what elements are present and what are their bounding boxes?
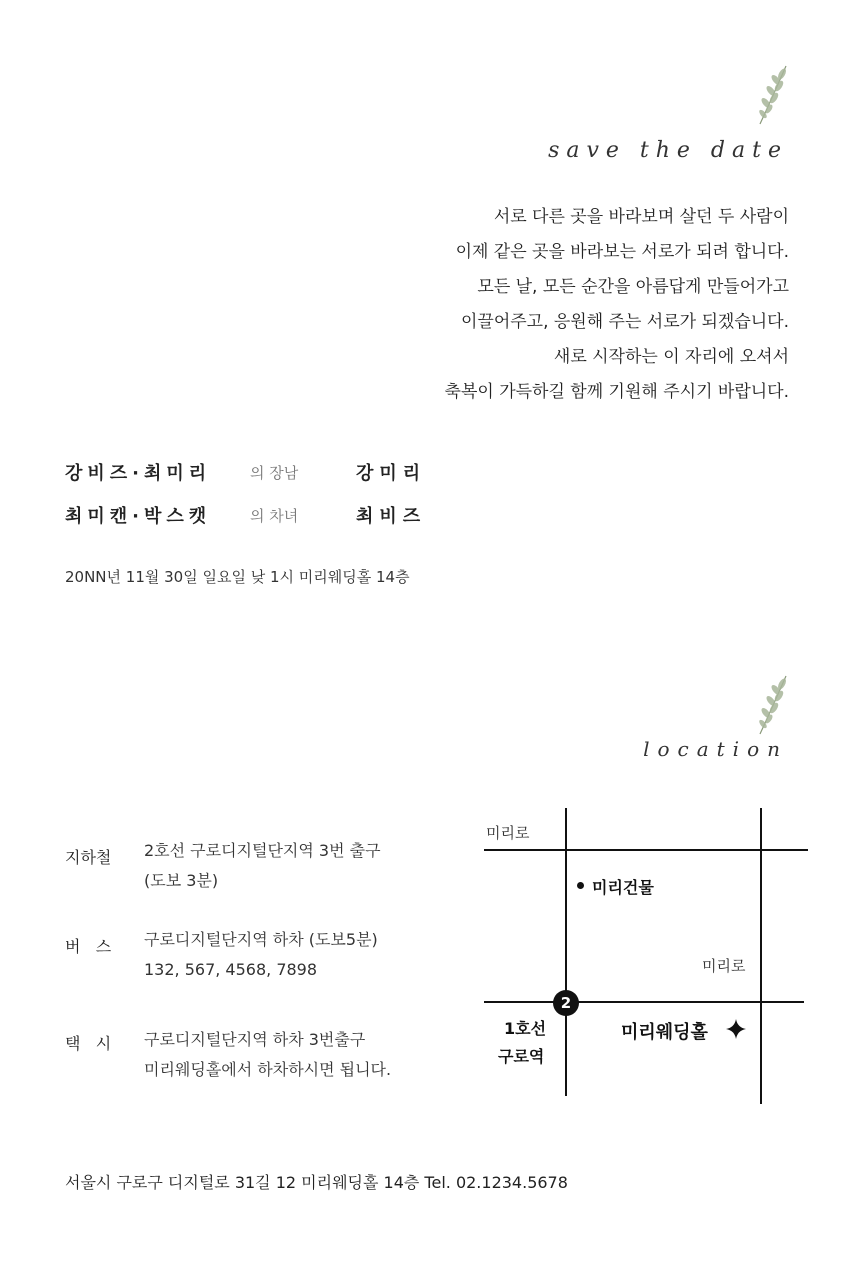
station-line-label: 1호선 [504,1019,547,1038]
groom-name: 강미리 [356,463,427,484]
subway-line-number: 2 [560,994,572,1012]
bride-family-row [65,500,426,530]
taxi-line-2: 미리웨딩홀에서 하차하시면 됩니다. [144,1060,392,1079]
groom-relation: 의 장남 [250,463,299,482]
invitation-message [445,200,789,410]
bus-label: 버 스 [65,937,112,956]
location-title: location [643,737,788,761]
message-line: 서로 다른 곳을 바라보며 살던 두 사람이 [493,207,789,227]
subway-line-1: 2호선 구로디지털단지역 3번 출구 [144,841,381,860]
map-road-label-top: 미리로 [486,824,530,842]
taxi-line-1: 구로디지털단지역 하차 3번출구 [144,1030,366,1049]
map-road-label-right: 미리로 [702,957,746,975]
sparkle-star-icon [725,1018,747,1040]
bride-relation: 의 차녀 [250,506,299,525]
message-line: 이제 같은 곳을 바라보는 서로가 되려 합니다. [455,242,789,262]
message-line: 모든 날, 모든 순간을 아름답게 만들어가고 [477,277,789,297]
leaf-sprig-icon [752,62,792,128]
taxi-label: 택 시 [65,1034,112,1053]
bus-detail [144,925,378,985]
message-line: 새로 시작하는 이 자리에 오셔서 [553,347,789,367]
save-the-date-title: save the date [548,138,788,163]
groom-parents: 강비즈·최미리 [65,463,212,484]
map-building-label: 미리건물 [592,878,654,897]
map-road-vertical-left [565,808,567,1096]
venue-label: 미리웨딩홀 [621,1022,708,1043]
building-marker-icon [577,882,584,889]
subway-label: 지하철 [65,848,112,867]
bride-name: 최비즈 [356,506,427,527]
message-line: 이끌어주고, 응원해 주는 서로가 되겠습니다. [460,312,789,332]
footer-address: 서울시 구로구 디지털로 31길 12 미리웨딩홀 14층 Tel. 02.1234.5678 [65,1173,568,1192]
station-name-label: 구로역 [498,1047,545,1066]
taxi-detail [144,1025,391,1085]
bus-line-2: 132, 567, 4568, 7898 [144,960,318,979]
bus-line-1: 구로디지털단지역 하차 (도보5분) [144,930,378,949]
groom-family-row [65,457,426,487]
subway-line-2: (도보 3분) [144,871,219,890]
bride-parents: 최미캔·박스캣 [65,506,212,527]
subway-line-badge [553,990,579,1016]
map-road-vertical-right [760,808,762,1104]
event-date-place: 20NN년 11월 30일 일요일 낮 1시 미리웨딩홀 14층 [65,568,410,586]
leaf-sprig-icon [752,672,792,738]
message-line: 축복이 가득하길 함께 기원해 주시기 바랍니다. [444,382,789,402]
subway-detail [144,836,381,896]
map-road-horizontal-bottom [484,1001,804,1003]
